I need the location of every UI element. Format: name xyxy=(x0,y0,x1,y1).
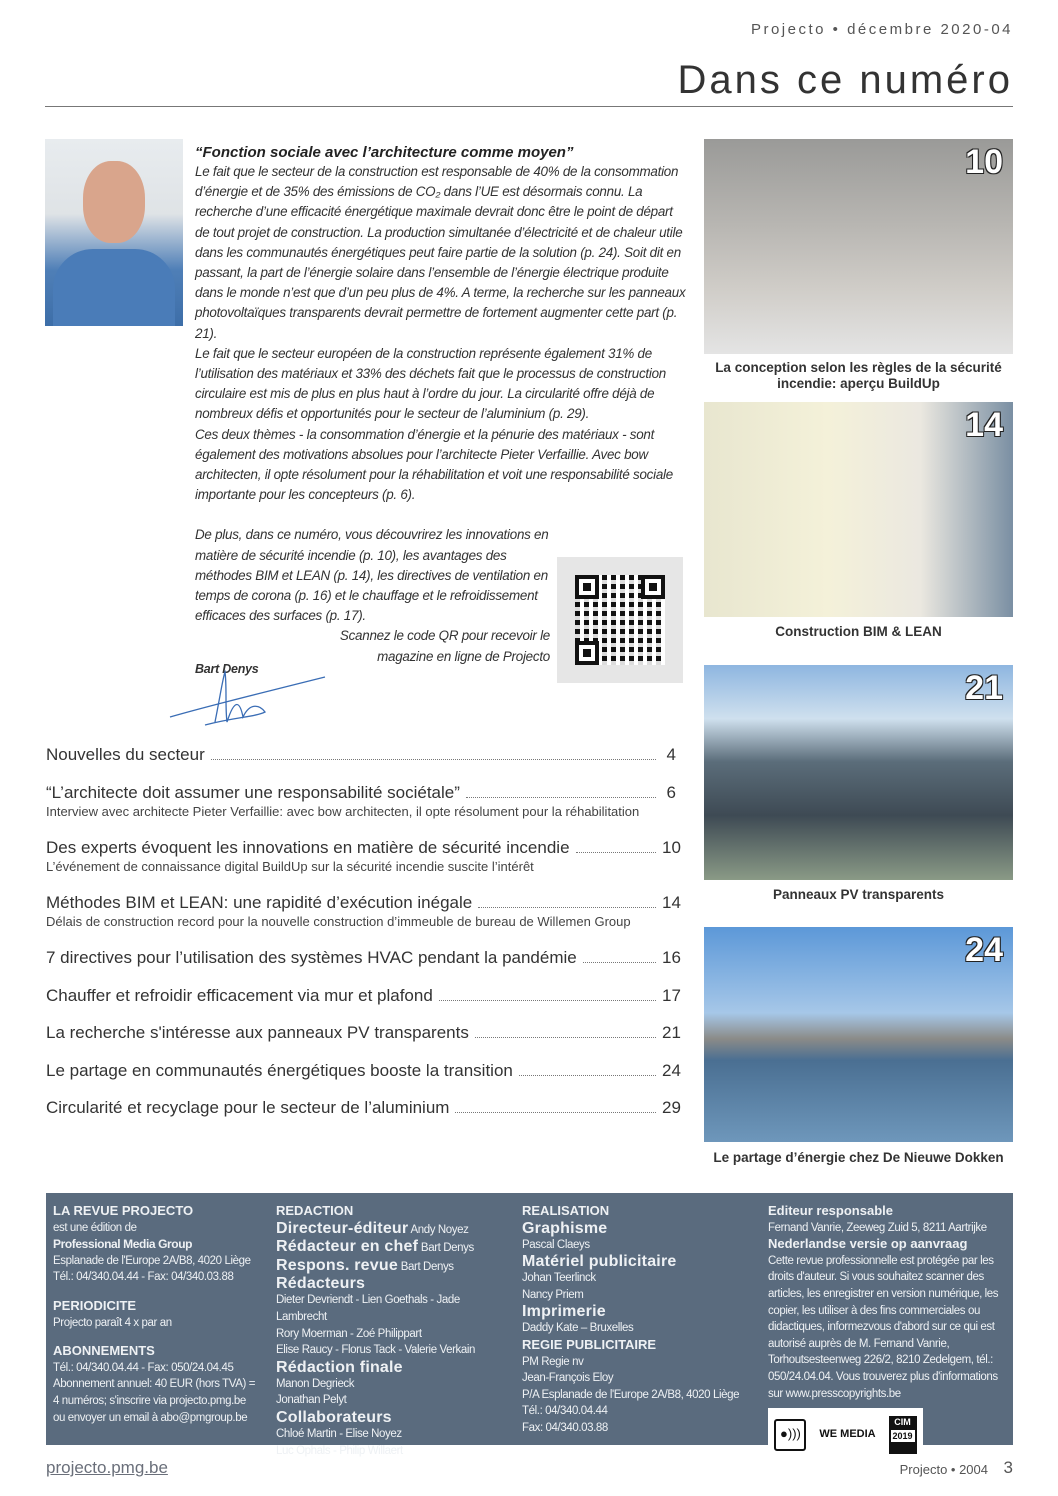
photo-caption: Panneaux PV transparents xyxy=(772,887,945,902)
wemedia-logo: WE MEDIA xyxy=(819,1428,876,1441)
colophon-text: Daddy Kate – Bruxelles xyxy=(522,1322,634,1335)
toc-title: Nouvelles du secteur xyxy=(46,745,205,764)
header-divider xyxy=(45,106,1013,107)
colophon-text: ou envoyer un email à abo@pmgroup.be xyxy=(53,1411,248,1424)
colophon-role: Rédaction finale xyxy=(276,1358,403,1376)
qr-caption: Scannez le code QR pour recevoir le magazine en ligne de Projecto xyxy=(339,628,550,664)
toc-page: 4 xyxy=(666,745,676,764)
toc-subtitle: L’événement de connaissance digital BuildUp sur la sécurité incendie suscite l’intérêt xyxy=(46,859,534,874)
author-portrait xyxy=(45,139,183,326)
toc-page: 10 xyxy=(662,838,681,857)
photo-fire-safety xyxy=(704,139,1013,354)
colophon-heading: LA REVUE PROJECTO xyxy=(53,1203,194,1218)
toc-item[interactable] xyxy=(46,745,676,765)
photo-caption: Le partage d’énergie chez De Nieuwe Dokken xyxy=(713,1150,1004,1165)
toc-title: Circularité et recyclage pour le secteur de l’aluminium xyxy=(46,1098,450,1117)
colophon-text: Johan Teerlinck xyxy=(522,1272,596,1285)
toc-item[interactable] xyxy=(46,1098,681,1118)
colophon-text: Cette revue professionnelle est protégée par les droits d'auteur. Si vous souhaitez scanner des articles, les enregistrer en version numérique, les copier, les utiliser à des fins commerciales ou didactiques, informezvous d'abord sur ce qui est autorisé auprès de M. Fernand Vanrie, Torhoutsesteenweg 226/2, 8210 Zedelgem, tél.: 050/24.04.04. Vous trouverez plus d'informations sur www.presscopyrights.be xyxy=(768,1254,999,1400)
photo-nieuwe-dokken xyxy=(704,927,1013,1142)
colophon-text: Andy Noyez xyxy=(410,1223,469,1236)
toc-page: 6 xyxy=(666,783,676,802)
colophon-text: Esplanade de l'Europe 2A/B8, 4020 Liège xyxy=(53,1254,251,1267)
colophon-role: Matériel publicitaire xyxy=(522,1253,677,1271)
colophon-text: Professional Media Group xyxy=(53,1237,193,1252)
colophon-role: Collaborateurs xyxy=(276,1408,392,1426)
colophon-text: Fax: 04/340.03.88 xyxy=(522,1421,608,1434)
toc-title: “L’architecte doit assumer une responsabilité sociétale” xyxy=(46,783,460,802)
toc-title: 7 directives pour l’utilisation des systèmes HVAC pendant la pandémie xyxy=(46,948,577,967)
photo-bim-lean xyxy=(704,402,1013,617)
colophon-role: Directeur-éditeur xyxy=(276,1219,409,1237)
colophon-text: Fernand Vanrie, Zeeweg Zuid 5, 8211 Aartrijke xyxy=(768,1221,987,1234)
cim-logo xyxy=(889,1416,917,1454)
colophon-heading: ABONNEMENTS xyxy=(53,1343,155,1359)
page-title: Dans ce numéro xyxy=(677,58,1013,102)
page-number-badge: 21 xyxy=(965,669,1003,707)
toc-page: 29 xyxy=(662,1098,681,1117)
toc-item[interactable] xyxy=(46,838,681,874)
colophon-heading: REALISATION xyxy=(522,1203,610,1218)
colophon-text: Manon Degrieck xyxy=(276,1377,355,1390)
photo-caption: La conception selon les règles de la sécurité incendie: aperçu BuildUp xyxy=(715,360,1002,391)
colophon-text: Projecto paraît 4 x par an xyxy=(53,1316,172,1329)
colophon-text: Rory Moerman - Zoé Philippart xyxy=(276,1327,422,1340)
colophon-heading: Editeur responsable xyxy=(768,1203,893,1218)
toc-page: 24 xyxy=(662,1061,681,1080)
colophon-text: Dieter Devriendt - Lien Goethals - Jade Lambrecht xyxy=(276,1294,460,1323)
logos xyxy=(768,1408,923,1461)
toc-page: 21 xyxy=(662,1023,681,1042)
toc-item[interactable] xyxy=(46,1023,681,1043)
colophon-text: Abonnement annuel: 40 EUR (hors TVA) = xyxy=(53,1378,256,1391)
issue-label: Projecto • 2004 xyxy=(899,1462,988,1477)
colophon-text: Bart Denys xyxy=(400,1260,454,1273)
page-number: 3 xyxy=(1003,1458,1013,1477)
colophon-text: 4 numéros; s'inscrire via projecto.pmg.be xyxy=(53,1394,246,1407)
website-link[interactable]: projecto.pmg.be xyxy=(46,1458,168,1477)
toc-item[interactable] xyxy=(46,893,681,929)
toc-subtitle: Délais de construction record pour la nouvelle construction d’immeuble de bureau de Willemen Group xyxy=(46,914,631,929)
colophon-role: Rédacteurs xyxy=(276,1275,366,1293)
sound-icon: ●))) xyxy=(774,1419,806,1451)
toc-page: 17 xyxy=(662,986,681,1005)
toc-item[interactable] xyxy=(46,986,681,1006)
colophon-role: Respons. revue xyxy=(276,1256,398,1274)
author-name: Bart Denys xyxy=(195,661,259,676)
colophon-text: Luc Ophals - Philip Willaert xyxy=(276,1444,403,1457)
editorial-paragraph: Le fait que le secteur européen de la construction représente également 31% de l’utilisation des matériaux et 33% des déchets fait que le processus de construction circulaire est mis de plus en plus haut à l’ordre du jour. La circularité offre déjà de nombreux défis et opportunités pour le secteur de l’aluminium (p. 29). xyxy=(195,345,667,422)
colophon-text: Tél.: 04/340.04.44 xyxy=(522,1405,608,1418)
photo-caption: Construction BIM & LEAN xyxy=(775,624,942,639)
toc-page: 14 xyxy=(662,893,681,912)
editorial-paragraph: De plus, dans ce numéro, vous découvrirez les innovations en matière de sécurité incendie (p. 10), les avantages des méthodes BIM et LEAN (p. 14), les directives de ventilation en temps de corona (p. 16) et le chauffage et le refroidissement efficaces des surfaces (p. 17). xyxy=(195,527,549,624)
colophon-heading: REGIE PUBLICITAIRE xyxy=(522,1336,657,1352)
colophon-text: Nancy Priem xyxy=(522,1288,584,1301)
colophon-text: Jean-François Eloy xyxy=(522,1372,614,1385)
cim-text: CIM xyxy=(894,1416,911,1427)
colophon-text: Tél.: 04/340.04.44 - Fax: 04/340.03.88 xyxy=(53,1271,234,1284)
editorial xyxy=(195,144,687,679)
page-number-badge: 24 xyxy=(965,931,1003,969)
colophon-text: est une édition de xyxy=(53,1221,137,1234)
colophon xyxy=(46,1193,1013,1457)
page-number-badge: 14 xyxy=(965,406,1003,444)
page-number-badge: 10 xyxy=(965,143,1003,181)
toc-title: Des experts évoquent les innovations en matière de sécurité incendie xyxy=(46,838,570,857)
colophon-heading: REDACTION xyxy=(276,1203,354,1218)
toc-item[interactable] xyxy=(46,783,676,819)
photo-pv-panels xyxy=(704,665,1013,880)
cim-year: 2019 xyxy=(892,1430,913,1441)
signature xyxy=(165,667,335,732)
editorial-paragraph: Ces deux thèmes - la consommation d’énergie et la pénurie des matériaux - sont également des motivations absolues pour l’architecte Pieter Verfaillie. Avec bow architecten, il opte résolument pour la réhabilitation et voit une responsabilité sociale importante pour les concepteurs (p. 6). xyxy=(195,426,673,503)
editorial-paragraph: Le fait que le secteur de la construction est responsable de 40% de la consommation d’énergie et de 35% des émissions de CO₂ dans l’UE est désormais connu. La recherche d’une efficacité énergétique maximale devrait donc être le point de départ de tout projet de construction. La production simultanée d’électricité et de chaleur utile dans les communautés énergétiques peut faire partie de la solution (p. 24). Soit dit en passant, la part de l’énergie solaire dans l’ensemble de l’énergie électrique produite dans le monde n’est que d’un peu plus de 4%. A terme, la recherche sur les panneaux photovoltaïques transparents devrait permettre de fortement augmenter cette part (p. 21). xyxy=(195,164,686,341)
colophon-text: Jonathan Pelyt xyxy=(276,1394,347,1407)
colophon-text: Pascal Claeys xyxy=(522,1238,590,1251)
toc-item[interactable] xyxy=(46,1061,681,1081)
colophon-role: Rédacteur en chef xyxy=(276,1238,419,1256)
editorial-title: “Fonction sociale avec l’architecture comme moyen” xyxy=(195,144,574,161)
colophon-text: Elise Raucy - Florus Tack - Valerie Verkain xyxy=(276,1344,476,1357)
colophon-text: Tél.: 04/340.04.44 - Fax: 050/24.04.45 xyxy=(53,1361,234,1374)
colophon-text: PM Regie nv xyxy=(522,1355,584,1368)
colophon-text: P/A Esplanade de l'Europe 2A/B8, 4020 Liège xyxy=(522,1388,740,1401)
colophon-role: Imprimerie xyxy=(522,1303,606,1321)
toc-item[interactable] xyxy=(46,948,681,968)
toc-title: La recherche s'intéresse aux panneaux PV transparents xyxy=(46,1023,469,1042)
running-header: Projecto • décembre 2020-04 xyxy=(750,21,1013,38)
colophon-text: Bart Denys xyxy=(420,1242,474,1255)
toc-title: Le partage en communautés énergétiques booste la transition xyxy=(46,1061,513,1080)
author-block xyxy=(195,659,325,679)
colophon-heading: Nederlandse versie op aanvraag xyxy=(768,1236,968,1252)
toc-title: Chauffer et refroidir efficacement via mur et plafond xyxy=(46,986,433,1005)
colophon-heading: PERIODICITE xyxy=(53,1297,137,1313)
toc-page: 16 xyxy=(662,948,681,967)
toc-subtitle: Interview avec architecte Pieter Verfaillie: avec bow architecten, il opte résolument pour la réhabilitation xyxy=(46,804,640,819)
colophon-text: Chloé Martin - Elise Noyez xyxy=(276,1427,402,1440)
colophon-role: Graphisme xyxy=(522,1219,608,1237)
toc-title: Méthodes BIM et LEAN: une rapidité d’exécution inégale xyxy=(46,893,473,912)
